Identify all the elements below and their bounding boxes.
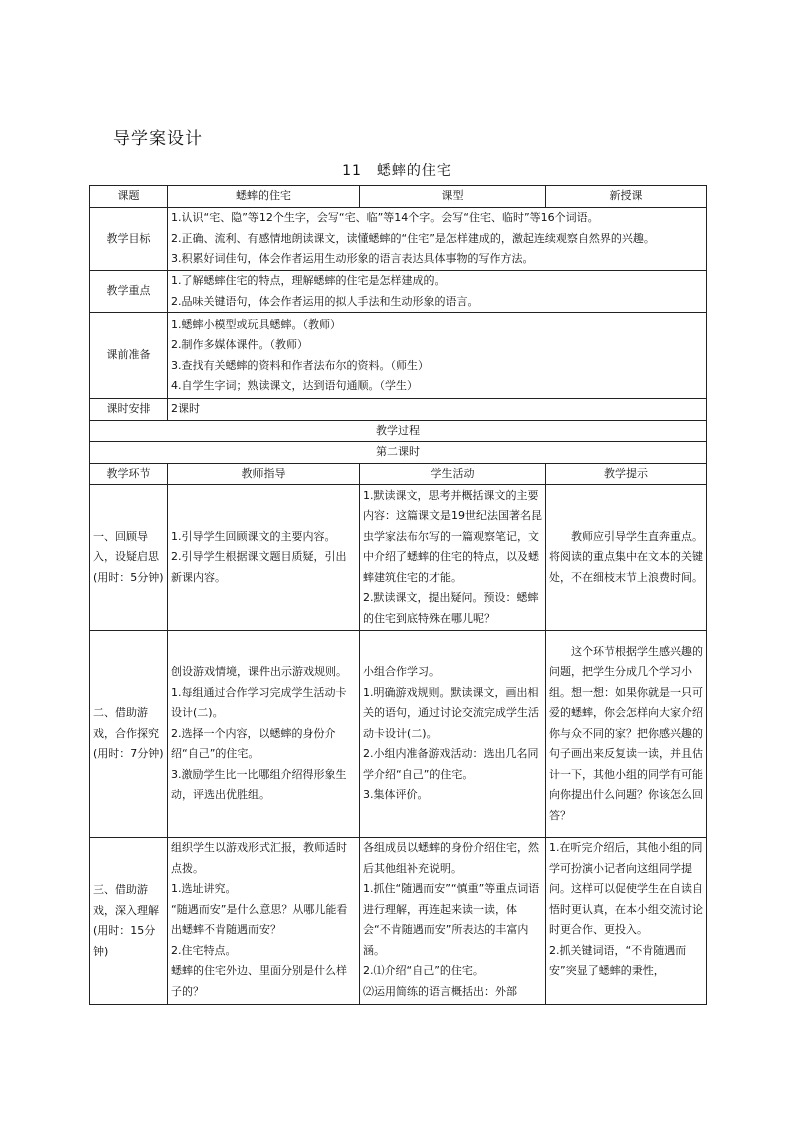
goals-label: 教学目标 <box>90 208 168 271</box>
period-title-row <box>90 442 707 464</box>
focus-list <box>168 271 707 313</box>
tip-text: 2.抓关键词语，“不肯随遇而安”突显了蟋蟀的秉性， <box>549 943 687 977</box>
student-step: 2.⑴介绍“自己”的住宅。 <box>363 964 484 977</box>
student-step: 3.集体评价。 <box>363 788 429 802</box>
prep-list <box>168 313 707 399</box>
teacher-step: 1.每组通过合作学习完成学生活动卡设计(二)。 <box>171 685 347 720</box>
tip-cell <box>546 485 707 631</box>
student-step: 1.默读课文，思考并概括课文的主要内容：这篇课文是19世纪法国著名昆虫学家法布尔写的一篇观察笔记，文中介绍了蟋蟀的住宅的特点，以及蟋蟀建筑住宅的才能。 <box>363 488 542 584</box>
goal-item: 2.正确、流利、有感情地朗读课文，读懂蟋蟀的“住宅”是怎样建成的，激起连续观察自然界的兴趣。 <box>171 231 655 245</box>
prep-item: 4.自学生字词；熟读课文，达到语句通顺。（学生） <box>171 379 418 392</box>
prep-item: 1.蟋蟀小模型或玩具蟋蟀。（教师） <box>171 317 341 331</box>
prep-item: 3.查找有关蟋蟀的资料和作者法布尔的资料。（师生） <box>171 358 429 372</box>
focus-item: 2.品味关键语句，体会作者运用的拟人手法和生动形象的语言。 <box>171 294 479 308</box>
teacher-step: 2.选择一个内容，以蟋蟀的身份介绍“自己”的住宅。 <box>171 726 336 761</box>
lesson-plan-table <box>89 185 707 1005</box>
period-title: 第二课时 <box>90 442 707 464</box>
tip-text: 教师应引导学生直奔重点。将阅读的重点集中在文本的关键处，不在细枝末节上浪费时间。 <box>549 529 703 584</box>
focus-item: 1.了解蟋蟀住宅的特点，理解蟋蟀的住宅是怎样建成的。 <box>171 274 446 287</box>
teacher-step: 1.引导学生回顾课文的主要内容。 <box>171 529 336 543</box>
focus-row <box>90 271 707 313</box>
student-step: ⑵运用简练的语言概括出：外部 <box>363 984 517 998</box>
student-cell <box>360 631 546 838</box>
student-step: 各组成员以蟋蟀的身份介绍住宅，然后其他组补充说明。 <box>363 841 539 875</box>
teacher-step: 创设游戏情境，课件出示游戏规则。 <box>171 665 347 679</box>
prep-item: 2.制作多媒体课件。（教师） <box>171 338 308 351</box>
tip-text: 1.在听完介绍后，其他小组的同学可扮演小记者向这组同学提问。这样可以促使学生在自读自悟时更认真，在本小组交流讨论时更合作、更投入。 <box>549 841 703 936</box>
process-row <box>90 838 707 1005</box>
tip-cell <box>546 838 707 1005</box>
goal-item: 3.积累好词佳句，体会作者运用生动形象的语言表达具体事物的写作方法。 <box>171 252 534 266</box>
column-header: 教师指导 <box>168 463 360 485</box>
teacher-step: 2.引导学生根据课文题目质疑，引出新课内容。 <box>171 550 347 584</box>
goals-list <box>168 208 707 271</box>
teacher-cell <box>168 838 360 1005</box>
teacher-cell <box>168 631 360 838</box>
teacher-step: 2.住宅特点。 <box>171 943 237 957</box>
teacher-step: 蟋蟀的住宅外边、里面分别是什么样子的？ <box>171 964 347 998</box>
type-value: 新授课 <box>546 186 707 208</box>
student-step: 2.小组内准备游戏活动：选出几名同学介绍“自己”的住宅。 <box>363 747 539 781</box>
topic-value: 蟋蟀的住宅 <box>168 186 360 208</box>
focus-label: 教学重点 <box>90 271 168 313</box>
hours-row <box>90 399 707 421</box>
process-row <box>90 485 707 631</box>
student-step: 1.抓住“随遇而安”“慎重”等重点词语进行理解，再连起来读一读，体会“不肯随遇而安”所表达的丰富内涵。 <box>363 882 540 957</box>
hours-value: 2课时 <box>168 399 707 421</box>
stage-cell: 二、借助游戏，合作探究(用时：7分钟) <box>90 631 168 838</box>
teacher-step: “随遇而安”是什么意思？从哪儿能看出蟋蟀不肯随遇而安？ <box>171 902 348 936</box>
column-header: 教学环节 <box>90 463 168 485</box>
teacher-step: 1.选址讲究。 <box>171 882 237 895</box>
process-title-row <box>90 420 707 442</box>
student-step: 2.默读课文，提出疑问。预设：蟋蟀的住宅到底特殊在哪儿呢？ <box>363 591 539 625</box>
column-header: 学生活动 <box>360 463 546 485</box>
goal-item: 1.认识“宅、隐”等12个生字，会写“宅、临”等14个字。会写“住宅、临时”等16个词语。 <box>171 211 599 225</box>
hours-label: 课时安排 <box>90 399 168 421</box>
prep-label: 课前准备 <box>90 313 168 399</box>
column-header-row <box>90 463 707 485</box>
tip-cell <box>546 631 707 838</box>
process-row <box>90 631 707 838</box>
topic-label: 课题 <box>90 186 168 208</box>
teacher-cell <box>168 485 360 631</box>
type-label: 课型 <box>360 186 546 208</box>
prep-row <box>90 313 707 399</box>
teacher-step: 组织学生以游戏形式汇报，教师适时点拨。 <box>171 841 347 875</box>
column-header: 教学提示 <box>546 463 707 485</box>
goals-row <box>90 208 707 271</box>
student-step: 小组合作学习。 <box>363 665 440 679</box>
topic-row <box>90 186 707 208</box>
lesson-title: 11 蟋蟀的住宅 <box>342 163 452 179</box>
process-title: 教学过程 <box>90 420 707 442</box>
teacher-step: 3.激励学生比一比哪组介绍得形象生动，评选出优胜组。 <box>171 767 347 802</box>
stage-cell: 三、借助游戏，深入理解(用时：15分钟) <box>90 838 168 1005</box>
stage-cell: 一、回顾导入，设疑启思(用时：5分钟) <box>90 485 168 631</box>
student-cell <box>360 485 546 631</box>
document-heading: 导学案设计 <box>113 129 203 149</box>
student-cell <box>360 838 546 1005</box>
student-step: 1.明确游戏规则。默读课文，画出相关的语句，通过讨论交流完成学生活动卡设计(二)。 <box>363 685 539 740</box>
tip-text: 这个环节根据学生感兴趣的问题，把学生分成几个学习小组。想一想：如果你就是一只可爱的蟋蟀，你会怎样向大家介绍你与众不同的家？把你感兴趣的句子画出来反复读一读，并且估计一下，其他小组的同学有可能向你提出什么问题？你该怎么回答？ <box>549 644 703 822</box>
